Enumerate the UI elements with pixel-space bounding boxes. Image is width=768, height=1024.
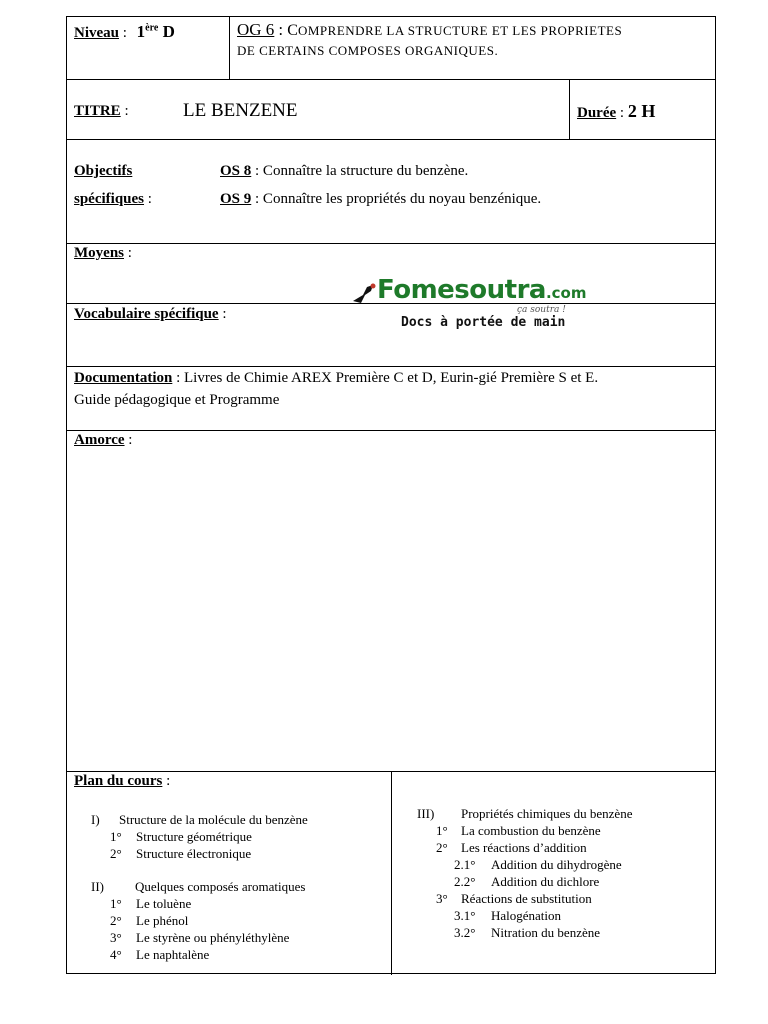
plan-item: Structure de la molécule du benzène [119,812,308,827]
plan-item: 2° [110,846,122,861]
objective-item [220,191,541,208]
plan-item: Structure géométrique [136,829,252,844]
documentation-label: Documentation [74,370,173,386]
fomesoutra-logo [351,275,651,335]
plan-cell: Plan du cours : [74,773,171,789]
objective-text: : Connaître les propriétés du noyau benzénique. [255,191,542,207]
plan-item: II) [91,879,104,894]
documentation-line-1 [74,370,598,387]
niveau-label: Niveau [74,25,119,41]
niveau-cell: Niveau : 1ère D [74,22,175,41]
plan-item: Nitration du benzène [491,925,601,940]
logo-domain: .com [545,284,587,302]
plan-item: Les réactions d’addition [461,840,587,855]
plan-item: Addition du dichlore [491,874,600,889]
plan-item: 1° [110,829,122,844]
header-divider [229,17,230,79]
plan-item: Halogénation [491,908,562,923]
plan-item: 1° [110,896,122,911]
logo-script: ça soutra ! [517,305,566,315]
objective-code: OS 9 [220,191,252,207]
title-divider [569,80,570,139]
plan-item: Structure électronique [136,846,252,861]
plan-item: 3.2° [454,925,476,940]
objective-code: OS 8 [220,163,252,179]
plan-item: La combustion du benzène [461,823,601,838]
documentation-line-2: Guide pédagogique et Programme [74,392,280,408]
amorce-row [67,431,715,772]
plan-item: Le phénol [136,913,189,928]
plan-item: 3.1° [454,908,476,923]
page-title: LE BENZENE [183,100,298,121]
plan-row [67,772,715,975]
vocabulaire-label: Vocabulaire spécifique [74,306,219,322]
plan-item: 2° [436,840,448,855]
objective-text: : Connaître la structure du benzène. [255,163,469,179]
moyens-cell: Moyens : [74,245,132,261]
amorce-label: Amorce [74,432,125,448]
plan-item: Réactions de substitution [461,891,592,906]
plan-item: III) [417,806,435,821]
objective-item [220,163,468,180]
logo-wordmark [377,275,586,305]
moyens-label: Moyens [74,245,124,261]
logo-brand: Fomesoutra [377,275,546,305]
amorce-cell: Amorce : [74,432,133,448]
lesson-sheet [66,16,716,974]
header-row [67,17,715,80]
titre-cell: TITRE : [74,103,129,119]
duree-value: 2 H [627,101,656,121]
og-title-part-1: OMPRENDRE LA STRUCTURE ET LES PROPRIETES [297,23,623,38]
vocabulaire-cell: Vocabulaire spécifique : [74,306,227,322]
og-line-1: OG 6 : COMPRENDRE LA STRUCTURE ET LES PROPRIETES [237,20,623,39]
plan-item: Le styrène ou phényléthylène [136,930,290,945]
plan-item: Quelques composés aromatiques [135,879,306,894]
plan-item: I) [91,812,100,827]
runner-icon [351,283,377,305]
niveau-value: 1ère D [136,22,175,41]
objectives-label-2: spécifiques : [74,191,152,207]
plan-item: Addition du dihydrogène [491,857,622,872]
duree-label: Durée [577,105,617,121]
plan-item: Le naphtalène [136,947,210,962]
documentation-row [67,367,715,431]
plan-item: 3° [110,930,122,945]
duree-cell: Durée : 2 H [577,101,656,121]
objectives-label-1: Objectifs [74,163,133,179]
plan-item: Propriétés chimiques du benzène [461,806,633,821]
plan-item: 4° [110,947,122,962]
plan-item: 2.2° [454,874,476,889]
plan-item: Le toluène [136,896,192,911]
title-row [67,80,715,140]
og-line-2: DE CERTAINS COMPOSES ORGANIQUES. [237,43,499,58]
niveau-sup: ère [145,22,159,34]
plan-item: 2° [110,913,122,928]
documentation-text-1: : Livres de Chimie AREX Première C et D, Eurin-gié Première S et E. [176,370,599,386]
logo-tagline: Docs à portée de main [401,315,566,330]
titre-label: TITRE [74,103,121,119]
plan-item: 2.1° [454,857,476,872]
plan-right-list [392,806,716,966]
plan-item: 1° [436,823,448,838]
plan-label: Plan du cours [74,773,163,789]
plan-left-list [67,812,391,972]
plan-item: 3° [436,891,448,906]
objectives-row [67,140,715,244]
og-code: OG 6 [237,20,275,39]
